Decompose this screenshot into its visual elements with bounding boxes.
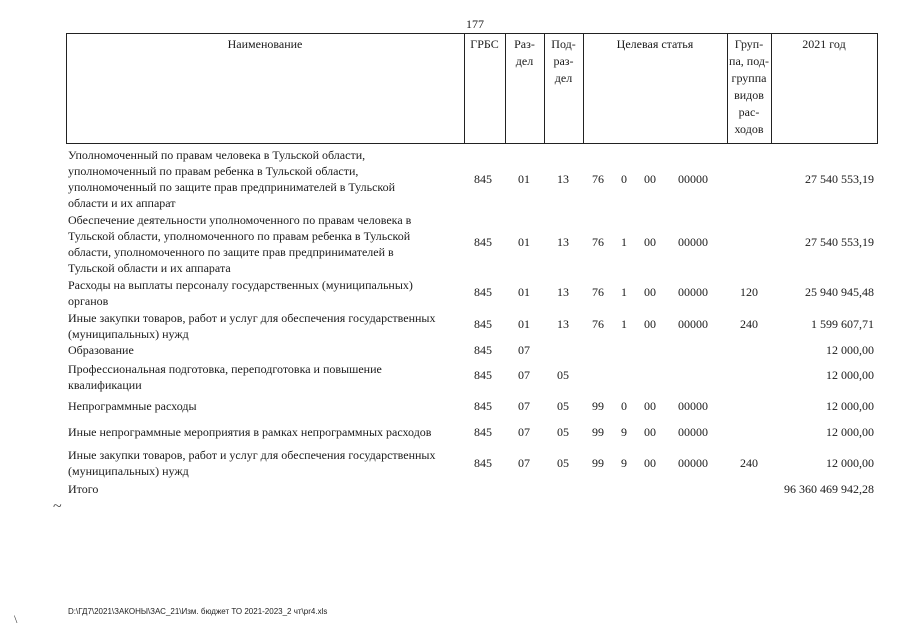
table-row: [66, 424, 878, 442]
cell-amount: 12 000,00: [826, 399, 874, 413]
cell-amount: 27 540 553,19: [805, 235, 874, 249]
header-tselevaya-statya: Целевая статья: [616, 37, 694, 51]
table-row: [66, 277, 878, 309]
cell-amount: 25 940 945,48: [805, 285, 874, 299]
cell-razdel: 01: [518, 235, 530, 249]
cell-grbs: 845: [474, 425, 492, 439]
budget-table: [66, 33, 878, 496]
cell-vid: 240: [740, 317, 758, 331]
cell-razdel: 07: [518, 368, 530, 382]
cell-ts-direction: 00000: [678, 317, 708, 331]
cell-ts-program: 76: [592, 235, 604, 249]
cell-razdel: 07: [518, 399, 530, 413]
cell-podrazdel: 13: [557, 285, 569, 299]
cell-razdel: 07: [518, 456, 530, 470]
cell-grbs: 845: [474, 172, 492, 186]
table-row: [66, 212, 878, 276]
header-razdel: Раз- дел: [514, 37, 535, 68]
cell-ts-sub: 1: [621, 317, 627, 331]
cell-ts-program: 99: [592, 425, 604, 439]
cell-razdel: 07: [518, 343, 530, 357]
row-name: Профессиональная подготовка, переподготовка и повышение квалификации: [68, 362, 382, 392]
cell-vid: 120: [740, 285, 758, 299]
cell-ts-sub: 0: [621, 172, 627, 186]
cell-podrazdel: 13: [557, 172, 569, 186]
cell-amount: 1 599 607,71: [811, 317, 874, 331]
cell-amount: 12 000,00: [826, 425, 874, 439]
cell-ts-direction: 00000: [678, 285, 708, 299]
cell-grbs: 845: [474, 456, 492, 470]
header-grbs: ГРБС: [470, 37, 499, 51]
cell-podrazdel: 13: [557, 317, 569, 331]
row-name: Иные закупки товаров, работ и услуг для обеспечения государственных (муниципальных) нужд: [68, 448, 436, 478]
table-header: [66, 33, 878, 144]
cell-grbs: 845: [474, 317, 492, 331]
cell-podrazdel: 05: [557, 368, 569, 382]
cell-grbs: 845: [474, 235, 492, 249]
cell-ts-sub: 0: [621, 399, 627, 413]
pen-mark: ~: [53, 498, 62, 515]
cell-ts-main: 00: [644, 285, 656, 299]
cell-grbs: 845: [474, 399, 492, 413]
total-label: Итого: [68, 482, 99, 496]
table-row: [66, 310, 878, 342]
row-name: Расходы на выплаты персоналу государственных (муниципальных) органов: [68, 278, 413, 308]
row-name: Образование: [68, 343, 134, 357]
cell-podrazdel: 05: [557, 425, 569, 439]
table-row: [66, 361, 878, 393]
cell-amount: 27 540 553,19: [805, 172, 874, 186]
cell-ts-direction: 00000: [678, 172, 708, 186]
row-name: Уполномоченный по правам человека в Тульской области, уполномоченный по правам ребенка в Тульской области, уполномоченный по защите прав предпринимателей в Тульской области и их аппарат: [68, 148, 396, 210]
cell-ts-direction: 00000: [678, 399, 708, 413]
cell-grbs: 845: [474, 285, 492, 299]
cell-razdel: 07: [518, 425, 530, 439]
cell-ts-sub: 1: [621, 235, 627, 249]
cell-ts-program: 99: [592, 456, 604, 470]
cell-ts-main: 00: [644, 317, 656, 331]
cell-vid: 240: [740, 456, 758, 470]
header-podrazdel: Под- раз- дел: [551, 37, 576, 85]
header-name: Наименование: [227, 37, 303, 51]
cell-amount: 12 000,00: [826, 456, 874, 470]
file-path: D:\ГД7\2021\ЗАКОНЫ\ЗАС_21\Изм. бюджет ТО 2021-2023_2 чт\pr4.xls: [68, 607, 328, 616]
cell-amount: 12 000,00: [826, 368, 874, 382]
cell-podrazdel: 05: [557, 456, 569, 470]
cell-amount: 12 000,00: [826, 343, 874, 357]
page-number: 177: [466, 17, 484, 31]
cell-podrazdel: 05: [557, 399, 569, 413]
cell-razdel: 01: [518, 317, 530, 331]
cell-ts-sub: 1: [621, 285, 627, 299]
cell-ts-program: 76: [592, 285, 604, 299]
pen-tick: \: [14, 612, 18, 626]
table-row: [66, 447, 878, 479]
table-row: [66, 147, 878, 211]
header-vid-raskhodov: Груп- па, под- группа видов рас- ходов: [729, 37, 769, 136]
table-total-row: [66, 481, 878, 499]
cell-ts-program: 99: [592, 399, 604, 413]
cell-ts-main: 00: [644, 456, 656, 470]
cell-ts-direction: 00000: [678, 456, 708, 470]
cell-grbs: 845: [474, 343, 492, 357]
row-name: Иные непрограммные мероприятия в рамках непрограммных расходов: [68, 425, 432, 439]
row-name: Иные закупки товаров, работ и услуг для обеспечения государственных (муниципальных) нужд: [68, 311, 436, 341]
row-name: Непрограммные расходы: [68, 399, 197, 413]
cell-grbs: 845: [474, 368, 492, 382]
cell-podrazdel: 13: [557, 235, 569, 249]
total-amount: 96 360 469 942,28: [784, 482, 874, 496]
cell-ts-main: 00: [644, 235, 656, 249]
header-year: 2021 год: [802, 37, 846, 51]
cell-razdel: 01: [518, 172, 530, 186]
cell-ts-main: 00: [644, 172, 656, 186]
cell-ts-program: 76: [592, 317, 604, 331]
cell-ts-main: 00: [644, 399, 656, 413]
cell-ts-sub: 9: [621, 425, 627, 439]
table-row: [66, 398, 878, 416]
cell-razdel: 01: [518, 285, 530, 299]
cell-ts-sub: 9: [621, 456, 627, 470]
table-row: [66, 342, 878, 360]
row-name: Обеспечение деятельности уполномоченного по правам человека в Тульской области, уполномоченного по правам ребенка в Тульской области, уполномоченного по защите прав предпринимателей в Тульской области и их аппарата: [68, 213, 412, 275]
cell-ts-direction: 00000: [678, 425, 708, 439]
cell-ts-direction: 00000: [678, 235, 708, 249]
cell-ts-main: 00: [644, 425, 656, 439]
cell-ts-program: 76: [592, 172, 604, 186]
